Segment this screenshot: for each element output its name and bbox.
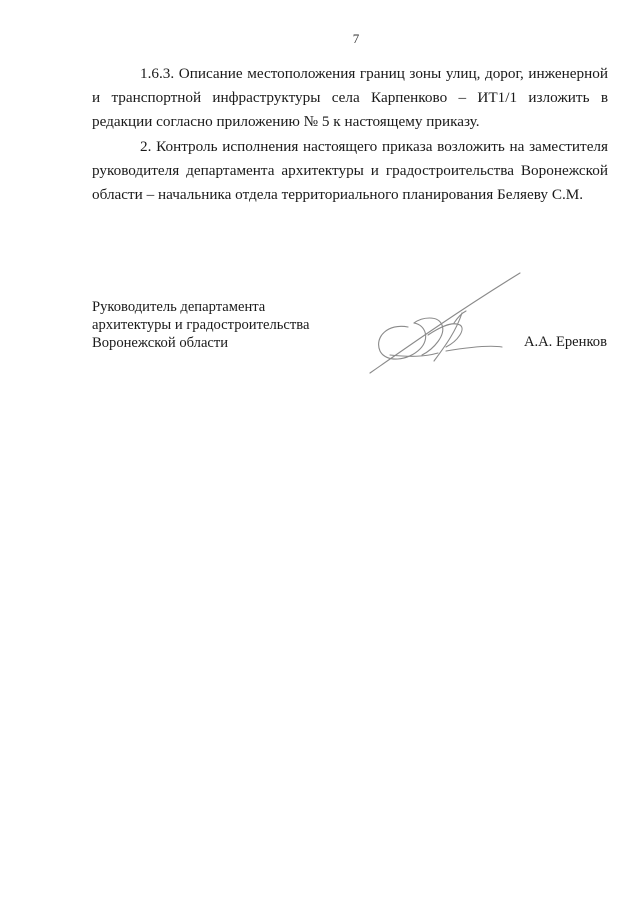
- signer-title-line: архитектуры и градостроительства: [92, 317, 310, 333]
- page-number: 7: [352, 31, 360, 46]
- paragraph-2: 2. Контроль исполнения настоящего приказа возложить на заместителя руководителя департамента архитектуры и градостроительства Воронежской области – начальника отдела территориального планирования Беляеву С.М.: [92, 137, 608, 204]
- signer-title-line: Руководитель департамента: [92, 299, 266, 315]
- paragraph-1-6-3: 1.6.3. Описание местоположения границ зоны улиц, дорог, инженерной и транспортной инфраструктуры села Карпенково – ИТ1/1 изложить в редакции согласно приложению № 5 к настоящему приказу.: [92, 65, 608, 131]
- signer-title: [92, 298, 309, 352]
- signer-name: А.А. Еренков: [523, 334, 607, 350]
- handwritten-signature: [350, 265, 535, 380]
- signer-title-line: Воронежской области: [92, 335, 229, 351]
- document-body: [92, 62, 608, 207]
